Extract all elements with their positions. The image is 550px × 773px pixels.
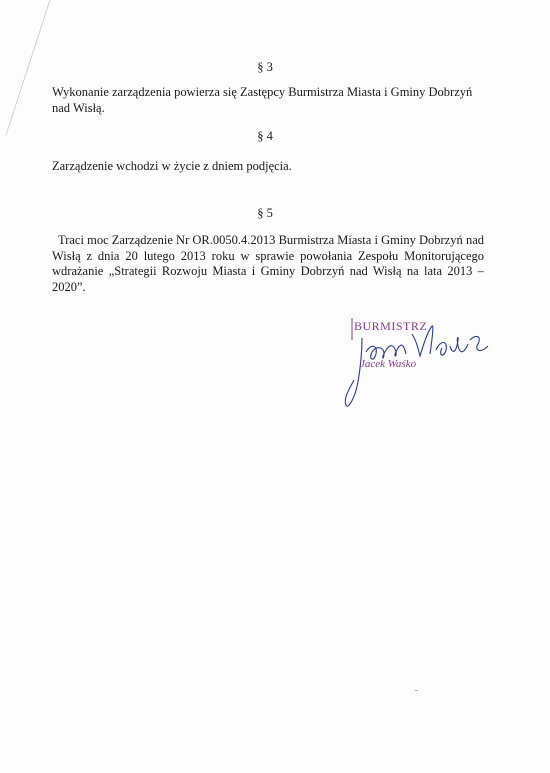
section-3-text: Wykonanie zarządzenia powierza się Zastępcy Burmistrza Miasta i Gminy Dobrzyń nad Wisłą. <box>52 85 473 115</box>
scan-speck <box>415 690 418 691</box>
stamp-title: BURMISTRZ <box>354 319 428 333</box>
section-mark-3: § 3 <box>257 60 273 74</box>
section-mark-5: § 5 <box>257 206 273 220</box>
section-4-text: Zarządzenie wchodzi w życie z dniem podjęcia. <box>52 159 292 173</box>
official-stamp <box>340 310 500 420</box>
stamp-name: Jacek Waśko <box>360 358 417 370</box>
section-mark-4: § 4 <box>257 129 273 143</box>
section-5-text: Traci moc Zarządzenie Nr OR.0050.4.2013 Burmistrza Miasta i Gminy Dobrzyń nad Wisłą z dnia 20 lutego 2013 roku w sprawie powołania Zespołu Monitorującego wdrażanie „Strategii Rozwoju Miasta i Gminy Dobrzyń nad Wisłą na lata 2013 – 2020”. <box>52 233 484 294</box>
